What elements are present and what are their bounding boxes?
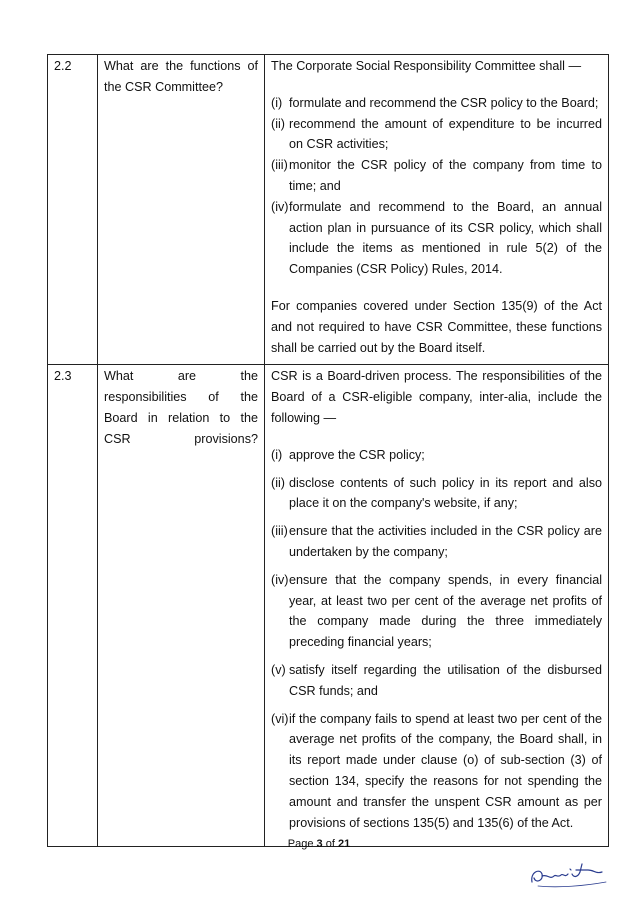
total-pages-number: 21 xyxy=(337,838,351,850)
list-item xyxy=(271,93,602,114)
handwritten-signature xyxy=(528,860,608,890)
list-item xyxy=(271,197,602,280)
list-item-label: (ii) xyxy=(271,475,285,490)
list-item-label: (ii) xyxy=(271,116,285,131)
list-item-label: (vi) xyxy=(271,711,289,726)
footer-middle: of xyxy=(322,838,338,850)
list-item-text: monitor the CSR policy of the company from time to time; and xyxy=(289,158,602,193)
list-item-label: (iv) xyxy=(271,572,289,587)
list-item-label: (i) xyxy=(271,95,283,110)
list-item xyxy=(271,473,602,515)
list-item-text: ensure that the activities included in the CSR policy are undertaken by the company; xyxy=(289,524,602,559)
list-item xyxy=(271,521,602,563)
list-item xyxy=(271,570,602,653)
list-item-text: disclose contents of such policy in its report and also place it on the company's website, if any; xyxy=(289,475,602,511)
row-number: 2.2 xyxy=(48,55,98,365)
answer-intro: CSR is a Board-driven process. The responsibilities of the Board of a CSR-eligible company, inter-alia, include the following — xyxy=(271,369,602,425)
list-item-text: recommend the amount of expenditure to be incurred on CSR activities; xyxy=(289,116,602,152)
list-item-text: satisfy itself regarding the utilisation of the disbursed CSR funds; and xyxy=(289,662,602,698)
list-item-label: (i) xyxy=(271,447,283,462)
footer-prefix: Page xyxy=(287,838,317,850)
faq-table xyxy=(47,54,609,847)
list-item-text: formulate and recommend the CSR policy to the Board; xyxy=(289,95,599,110)
row-number: 2.3 xyxy=(48,365,98,847)
list-item xyxy=(271,114,602,156)
answer-intro: The Corporate Social Responsibility Committee shall — xyxy=(271,59,582,73)
question-cell: What are the functions of the CSR Committee? xyxy=(98,55,265,365)
list-item-label: (v) xyxy=(271,662,286,677)
list-item xyxy=(271,709,602,834)
list-item-label: (iv) xyxy=(271,199,289,214)
list-item-label: (iii) xyxy=(271,158,288,173)
list-item-label: (iii) xyxy=(271,524,288,539)
answer-cell xyxy=(265,55,609,365)
list-item xyxy=(271,155,602,197)
list-item-text: ensure that the company spends, in every financial year, at least two per cent of the average net profits of the company made during the three immediately preceding financial years; xyxy=(289,572,602,650)
answer-outro: For companies covered under Section 135(9) of the Act and not required to have CSR Committee, these functions shall be carried out by the Board itself. xyxy=(271,298,602,355)
list-item-text: approve the CSR policy; xyxy=(289,447,425,462)
question-cell: What are the responsibilities of the Board in relation to the CSR provisions? xyxy=(98,365,265,847)
current-page-number: 3 xyxy=(316,838,323,850)
page-footer xyxy=(0,838,638,850)
list-item-text: if the company fails to spend at least two per cent of the average net profits of the company, the Board shall, in its report made under clause (o) of sub-section (3) of section 134, specify the reasons for not spending the amount and transfer the unspent CSR amount as per provisions of sections 135(5) and 135(6) of the Act. xyxy=(289,711,602,830)
list-item-text: formulate and recommend to the Board, an annual action plan in pursuance of its CSR policy, which shall include the items as mentioned in rule 5(2) of the Companies (CSR Policy) Rules, 2014. xyxy=(289,199,602,277)
table-row xyxy=(48,55,609,365)
answer-cell xyxy=(265,365,609,847)
table-row xyxy=(48,365,609,847)
list-item xyxy=(271,445,602,466)
list-item xyxy=(271,660,602,702)
